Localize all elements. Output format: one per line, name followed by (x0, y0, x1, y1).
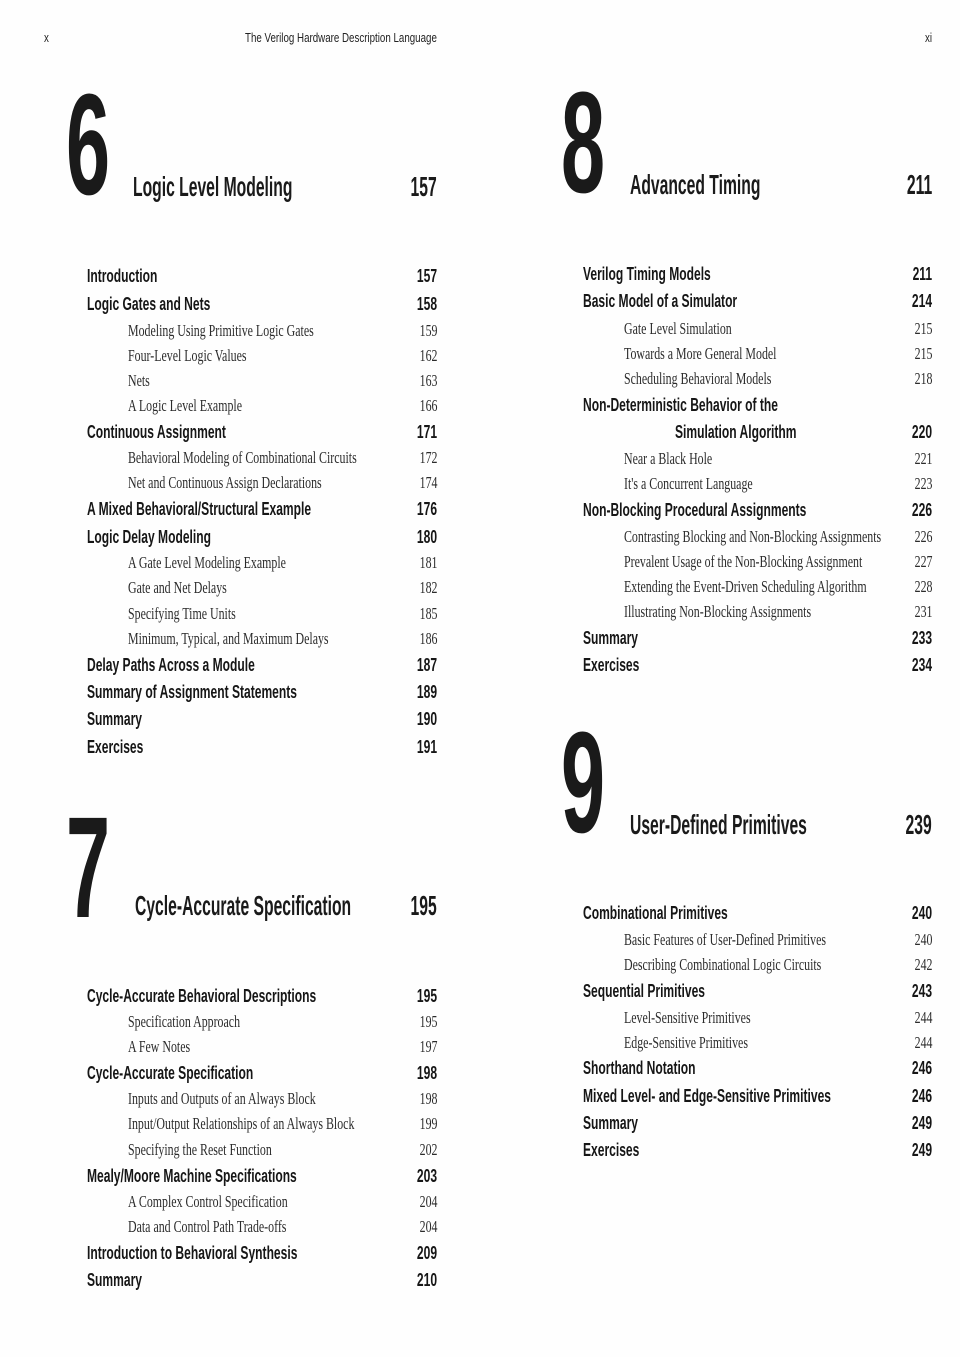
section-entry (583, 1139, 932, 1161)
entry-page-number-text: 162 (419, 346, 437, 365)
entry-page-number (412, 370, 438, 392)
entry-page-number-text: 163 (419, 371, 437, 390)
entry-page-number-text: 171 (416, 422, 437, 442)
chapter-number-text: 8 (561, 62, 606, 223)
entry-page-number-text: 249 (911, 1140, 932, 1160)
section-entry (87, 736, 437, 758)
entry-page-number (907, 343, 933, 365)
section-entry (87, 498, 437, 520)
entry-page-number (907, 929, 933, 951)
section-entry (583, 627, 932, 649)
entry-title: Non-Blocking Procedural Assignments (583, 500, 807, 520)
subsection-entry (624, 343, 932, 365)
entry-page-number (407, 1269, 437, 1291)
entry-page-number (407, 1062, 437, 1084)
section-entry (87, 681, 437, 703)
subsection-entry (624, 929, 932, 951)
chapter-page-number (887, 168, 932, 202)
entry-title: Summary of Assignment Statements (87, 682, 297, 702)
entry-page-number (407, 293, 437, 315)
entry-page-number-text: 215 (914, 319, 932, 338)
entry-title: Cycle-Accurate Specification (87, 1063, 254, 1083)
entry-title: Level-Sensitive Primitives (624, 1008, 751, 1027)
entry-title: Continuous Assignment (87, 422, 226, 442)
section-entry (583, 499, 932, 521)
entry-page-number-text: 202 (419, 1140, 437, 1159)
chapter-page-number-text: 239 (905, 809, 932, 840)
subsection-entry (624, 473, 932, 495)
entry-page-number-text: 209 (416, 1243, 437, 1263)
entry-title: It's a Concurrent Language (624, 474, 753, 493)
entry-page-number (412, 447, 438, 469)
section-entry (87, 1242, 437, 1264)
entry-page-number-text: 181 (419, 553, 437, 572)
entry-page-number (407, 421, 437, 443)
entry-title: Verilog Timing Models (583, 264, 711, 284)
entry-title: Introduction (87, 266, 158, 286)
chapter-page-number (390, 889, 437, 923)
entry-page-number (907, 1007, 933, 1029)
entry-title: Illustrating Non-Blocking Assignments (624, 602, 812, 621)
entry-page-number-text: 227 (914, 552, 932, 571)
entry-page-number-text: 249 (911, 1113, 932, 1133)
entry-page-number (412, 1088, 438, 1110)
entry-page-number-text: 185 (419, 604, 437, 623)
entry-page-number (902, 1057, 932, 1079)
entry-page-number-text: 221 (914, 449, 932, 468)
entry-page-number-text: 215 (914, 344, 932, 363)
entry-page-number (907, 1032, 933, 1054)
section-entry (87, 708, 437, 730)
subsection-entry (624, 368, 932, 390)
entry-page-number (412, 472, 438, 494)
entry-title: Mixed Level- and Edge-Sensitive Primitives (583, 1086, 831, 1106)
entry-page-number (407, 985, 437, 1007)
entry-page-number (407, 265, 437, 287)
section-entry (583, 654, 932, 676)
subsection-entry (624, 551, 932, 573)
entry-page-number-text: 195 (419, 1012, 437, 1031)
section-entry (87, 1062, 437, 1084)
entry-page-number-text: 199 (419, 1114, 437, 1133)
entry-title: Combinational Primitives (583, 903, 728, 923)
entry-page-number (412, 345, 438, 367)
chapter-page-number (390, 170, 437, 204)
entry-title: Inputs and Outputs of an Always Block (128, 1089, 316, 1108)
subsection-entry (128, 1191, 437, 1213)
entry-title: Behavioral Modeling of Combinational Circuits (128, 448, 357, 467)
entry-title: Exercises (583, 1140, 640, 1160)
chapter-heading (133, 170, 437, 204)
subsection-entry (624, 954, 932, 976)
entry-page-number-text: 182 (419, 578, 437, 597)
entry-page-number-text: 240 (911, 903, 932, 923)
subsection-entry (128, 395, 437, 417)
entry-title: Basic Features of User-Defined Primitives (624, 930, 827, 949)
entry-title: A Logic Level Example (128, 396, 243, 415)
entry-title: Basic Model of a Simulator (583, 291, 738, 311)
right-page-number-text: xi (924, 31, 932, 45)
entry-page-number-text: 195 (416, 986, 437, 1006)
entry-page-number-text: 243 (911, 981, 932, 1001)
entry-page-number (412, 552, 438, 574)
entry-page-number (407, 1165, 437, 1187)
entry-title: Summary (87, 709, 142, 729)
entry-title: Mealy/Moore Machine Specifications (87, 1166, 297, 1186)
entry-page-number (412, 1216, 438, 1238)
entry-title: Exercises (87, 737, 144, 757)
entry-title: Logic Gates and Nets (87, 294, 211, 314)
entry-title: Exercises (583, 655, 640, 675)
entry-page-number (902, 980, 932, 1002)
entry-page-number-text: 190 (416, 709, 437, 729)
entry-page-number-text: 244 (914, 1008, 932, 1027)
subsection-entry (624, 1032, 932, 1054)
entry-title: Edge-Sensitive Primitives (624, 1033, 748, 1052)
entry-page-number (902, 654, 932, 676)
section-entry (583, 980, 932, 1002)
entry-page-number-text: 244 (914, 1033, 932, 1052)
entry-page-number (907, 576, 933, 598)
entry-title: Delay Paths Across a Module (87, 655, 255, 675)
entry-page-number-text: 158 (416, 294, 437, 314)
entry-title: Extending the Event-Driven Scheduling Algorithm (624, 577, 867, 596)
entry-page-number (907, 954, 933, 976)
entry-page-number-text: 198 (419, 1089, 437, 1108)
subsection-entry (624, 601, 932, 623)
entry-page-number (407, 526, 437, 548)
entry-page-number (412, 1139, 438, 1161)
entry-title: A Complex Control Specification (128, 1192, 288, 1211)
entry-page-number (907, 318, 933, 340)
entry-page-number-text: 242 (914, 955, 932, 974)
chapter-number-text: 6 (66, 64, 111, 225)
entry-title: Specification Approach (128, 1012, 241, 1031)
section-entry-continuation (675, 421, 932, 443)
section-entry (87, 654, 437, 676)
entry-title: Specifying Time Units (128, 604, 236, 623)
section-entry (583, 263, 932, 285)
entry-title: Summary (87, 1270, 142, 1290)
subsection-entry (128, 552, 437, 574)
entry-page-number (412, 1113, 438, 1135)
entry-page-number (903, 263, 932, 285)
subsection-entry (128, 370, 437, 392)
section-entry (87, 421, 437, 443)
left-page-number (44, 30, 50, 46)
entry-page-number (907, 526, 933, 548)
entry-page-number (907, 473, 933, 495)
subsection-entry (128, 1113, 437, 1135)
section-entry (87, 293, 437, 315)
chapter-title: Advanced Timing (630, 169, 761, 200)
section-entry (87, 265, 437, 287)
subsection-entry (624, 526, 932, 548)
entry-page-number (902, 499, 932, 521)
subsection-entry (624, 448, 932, 470)
entry-title: Describing Combinational Logic Circuits (624, 955, 822, 974)
entry-page-number-text: 226 (911, 500, 932, 520)
subsection-entry (128, 1011, 437, 1033)
subsection-entry (624, 318, 932, 340)
entry-page-number-text: 228 (914, 577, 932, 596)
chapter-page-number (885, 808, 932, 842)
section-entry (583, 1085, 932, 1107)
section-entry (583, 290, 932, 312)
entry-title: Minimum, Typical, and Maximum Delays (128, 629, 329, 648)
entry-page-number-text: 226 (914, 527, 932, 546)
entry-title: Shorthand Notation (583, 1058, 696, 1078)
entry-page-number-text: 204 (419, 1192, 437, 1211)
section-entry (583, 394, 932, 416)
subsection-entry (128, 320, 437, 342)
entry-title: Gate Level Simulation (624, 319, 732, 338)
subsection-entry (128, 447, 437, 469)
entry-page-number-text: 233 (911, 628, 932, 648)
chapter-heading (135, 889, 437, 923)
entry-page-number (407, 681, 437, 703)
right-page-number (832, 30, 932, 46)
entry-page-number-text: 231 (914, 602, 932, 621)
entry-page-number (412, 320, 438, 342)
entry-page-number (902, 290, 932, 312)
entry-page-number-text: 218 (914, 369, 932, 388)
subsection-entry (128, 345, 437, 367)
chapter-page-number-text: 157 (410, 171, 437, 202)
section-entry (87, 526, 437, 548)
entry-page-number (412, 1191, 438, 1213)
entry-title: A Mixed Behavioral/Structural Example (87, 499, 312, 519)
entry-page-number-text: 191 (416, 737, 437, 757)
entry-title: Net and Continuous Assign Declarations (128, 473, 322, 492)
entry-page-number-text: 189 (416, 682, 437, 702)
section-entry (87, 985, 437, 1007)
running-title-text: The Verilog Hardware Description Language (245, 31, 437, 45)
entry-title: Summary (583, 628, 638, 648)
entry-page-number-text: 159 (419, 321, 437, 340)
entry-title: Four-Level Logic Values (128, 346, 247, 365)
chapter-title: User-Defined Primitives (630, 809, 807, 840)
entry-page-number-text: 246 (911, 1058, 932, 1078)
entry-page-number (902, 902, 932, 924)
entry-page-number (407, 654, 437, 676)
entry-page-number-text: 197 (419, 1037, 437, 1056)
entry-title: Gate and Net Delays (128, 578, 227, 597)
entry-page-number (412, 1011, 438, 1033)
entry-title: Towards a More General Model (624, 344, 777, 363)
entry-title: A Gate Level Modeling Example (128, 553, 286, 572)
entry-page-number-text: 203 (416, 1166, 437, 1186)
entry-page-number-text: 220 (911, 422, 932, 442)
subsection-entry (624, 576, 932, 598)
entry-title-continuation: Simulation Algorithm (675, 422, 797, 442)
entry-page-number-text: 157 (416, 266, 437, 286)
entry-page-number (907, 551, 933, 573)
entry-page-number-text: 204 (419, 1217, 437, 1236)
chapter-heading (630, 808, 932, 842)
entry-page-number-text: 176 (416, 499, 437, 519)
entry-title: Specifying the Reset Function (128, 1140, 272, 1159)
entry-title: Input/Output Relationships of an Always Block (128, 1114, 355, 1133)
entry-page-number (407, 1242, 437, 1264)
subsection-entry (128, 577, 437, 599)
entry-page-number-text: 234 (911, 655, 932, 675)
subsection-entry (128, 1088, 437, 1110)
entry-page-number (412, 603, 438, 625)
entry-title: Prevalent Usage of the Non-Blocking Assignment (624, 552, 863, 571)
entry-page-number-text: 172 (419, 448, 437, 467)
entry-page-number (902, 421, 932, 443)
entry-title: Nets (128, 371, 150, 390)
chapter-page-number-text: 195 (410, 890, 437, 921)
left-page-number-text: x (44, 31, 49, 45)
entry-page-number (412, 628, 438, 650)
subsection-entry (128, 1036, 437, 1058)
entry-page-number (907, 368, 933, 390)
entry-page-number-text: 246 (911, 1086, 932, 1106)
entry-page-number-text: 166 (419, 396, 437, 415)
entry-title: Introduction to Behavioral Synthesis (87, 1243, 298, 1263)
subsection-entry (128, 1139, 437, 1161)
entry-title: Contrasting Blocking and Non-Blocking Assignments (624, 527, 882, 546)
subsection-entry (128, 603, 437, 625)
subsection-entry (624, 1007, 932, 1029)
entry-title: Non-Deterministic Behavior of the (583, 395, 779, 415)
entry-page-number-text: 187 (416, 655, 437, 675)
entry-page-number (407, 708, 437, 730)
entry-title: Summary (583, 1113, 638, 1133)
section-entry (87, 1165, 437, 1187)
entry-page-number-text: 186 (419, 629, 437, 648)
subsection-entry (128, 628, 437, 650)
subsection-entry (128, 472, 437, 494)
entry-page-number (412, 395, 438, 417)
chapter-number-text: 9 (561, 702, 606, 863)
entry-title: Scheduling Behavioral Models (624, 369, 772, 388)
chapter-title: Cycle-Accurate Specification (135, 890, 352, 921)
entry-page-number (902, 627, 932, 649)
chapter-page-number-text: 211 (906, 169, 932, 200)
entry-page-number-text: 210 (416, 1270, 437, 1290)
entry-page-number-text: 180 (416, 527, 437, 547)
entry-title: Cycle-Accurate Behavioral Descriptions (87, 986, 317, 1006)
entry-title: Logic Delay Modeling (87, 527, 211, 547)
chapter-title: Logic Level Modeling (133, 171, 293, 202)
entry-page-number (907, 601, 933, 623)
entry-page-number (412, 577, 438, 599)
entry-title: Modeling Using Primitive Logic Gates (128, 321, 314, 340)
section-entry (583, 1057, 932, 1079)
running-title (245, 30, 491, 46)
entry-page-number-text: 198 (416, 1063, 437, 1083)
entry-page-number-text: 214 (911, 291, 932, 311)
entry-page-number-text: 211 (912, 264, 932, 284)
chapter-number-text: 7 (66, 787, 111, 948)
entry-page-number (907, 448, 933, 470)
subsection-entry (128, 1216, 437, 1238)
entry-page-number (407, 498, 437, 520)
entry-page-number (902, 1112, 932, 1134)
section-entry (87, 1269, 437, 1291)
entry-page-number (412, 1036, 438, 1058)
entry-title: A Few Notes (128, 1037, 191, 1056)
entry-title: Near a Black Hole (624, 449, 713, 468)
section-entry (583, 902, 932, 924)
entry-page-number (407, 736, 437, 758)
section-entry (583, 1112, 932, 1134)
chapter-heading (630, 168, 932, 202)
entry-page-number-text: 174 (419, 473, 437, 492)
entry-page-number (902, 1139, 932, 1161)
entry-page-number-text: 223 (914, 474, 932, 493)
entry-title: Data and Control Path Trade-offs (128, 1217, 287, 1236)
entry-page-number (902, 1085, 932, 1107)
entry-title: Sequential Primitives (583, 981, 705, 1001)
entry-page-number-text: 240 (914, 930, 932, 949)
